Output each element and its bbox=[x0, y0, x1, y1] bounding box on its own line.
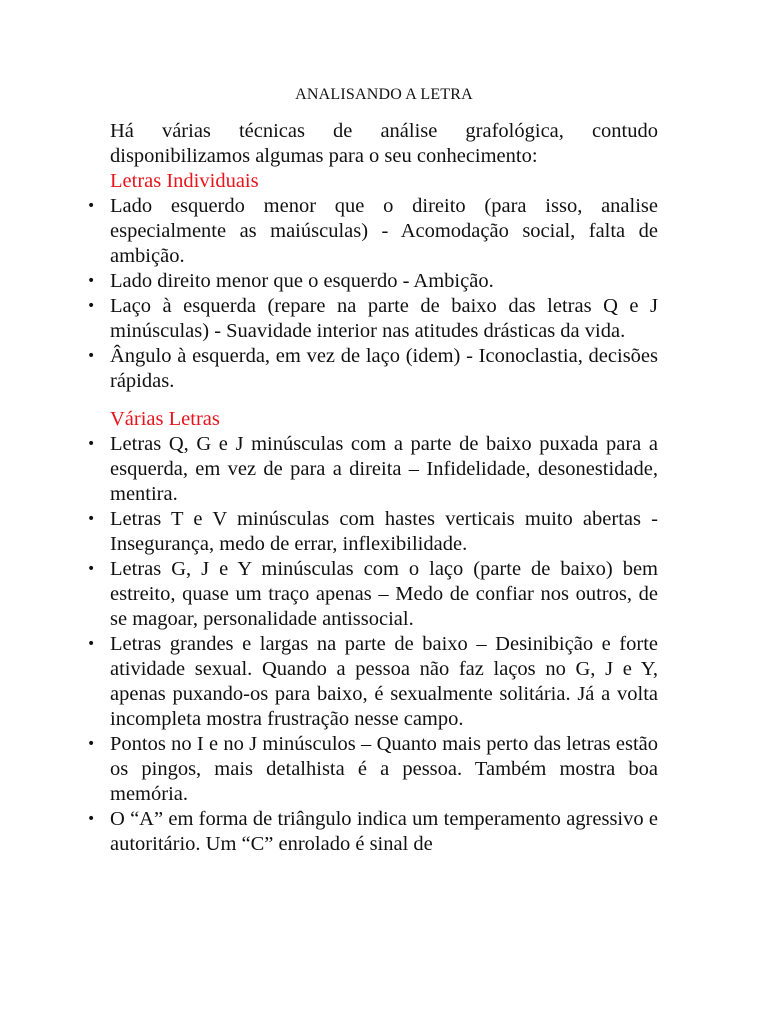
bullet-icon: • bbox=[87, 511, 96, 527]
list-item-text: Letras grandes e largas na parte de baixo – Desinibição e forte atividade sexual. Quando a pessoa não faz laços no G, J e Y, apenas puxando-os para baixo, é sexualmente solitária. Já a volta incompleta mostra frustração nesse campo. bbox=[110, 633, 658, 730]
bullet-icon: • bbox=[87, 273, 96, 289]
list-item bbox=[87, 344, 658, 394]
list-item bbox=[87, 269, 658, 294]
section-heading-letras-individuais: Letras Individuais bbox=[110, 170, 259, 192]
list-item bbox=[87, 807, 658, 857]
list-item bbox=[87, 507, 658, 557]
list-item-text: Letras Q, G e J minúsculas com a parte de baixo puxada para a esquerda, em vez de para a direita – Infidelidade, desonestidade, mentira. bbox=[110, 433, 658, 505]
list-item-text: Lado direito menor que o esquerdo - Ambição. bbox=[110, 270, 494, 292]
list-item-text: O “A” em forma de triângulo indica um temperamento agressivo e autoritário. Um “C” enrolado é sinal de bbox=[110, 808, 658, 855]
list-item-text: Letras G, J e Y minúsculas com o laço (parte de baixo) bem estreito, quase um traço apenas – Medo de confiar nos outros, de se magoar, personalidade antissocial. bbox=[110, 558, 658, 630]
list-item bbox=[87, 557, 658, 632]
list-item bbox=[87, 194, 658, 269]
document-body bbox=[87, 119, 658, 857]
list-item-text: Letras T e V minúsculas com hastes verticais muito abertas - Insegurança, medo de errar, inflexibilidade. bbox=[110, 508, 658, 555]
bullet-icon: • bbox=[87, 811, 96, 827]
list-item bbox=[87, 294, 658, 344]
bullet-icon: • bbox=[87, 636, 96, 652]
intro-paragraph: Há várias técnicas de análise grafológica, contudo disponibilizamos algumas para o seu conhecimento: bbox=[110, 120, 658, 167]
bullet-icon: • bbox=[87, 298, 96, 314]
list-item bbox=[87, 732, 658, 807]
list-item-text: Ângulo à esquerda, em vez de laço (idem) - Iconoclastia, decisões rápidas. bbox=[110, 345, 658, 392]
bullet-icon: • bbox=[87, 436, 96, 452]
list-item bbox=[87, 432, 658, 507]
bullet-icon: • bbox=[87, 348, 96, 364]
section-heading-varias-letras: Várias Letras bbox=[110, 408, 220, 430]
list-item-text: Laço à esquerda (repare na parte de baixo das letras Q e J minúsculas) - Suavidade interior nas atitudes drásticas da vida. bbox=[110, 295, 658, 342]
page-title: ANALISANDO A LETRA bbox=[295, 86, 473, 103]
list-item-text: Lado esquerdo menor que o direito (para isso, analise especialmente as maiúsculas) - Acomodação social, falta de ambição. bbox=[110, 195, 658, 267]
bullet-list-letras-individuais bbox=[87, 194, 658, 394]
bullet-list-varias-letras bbox=[87, 432, 658, 857]
bullet-icon: • bbox=[87, 736, 96, 752]
list-item-text: Pontos no I e no J minúsculos – Quanto mais perto das letras estão os pingos, mais detalhista é a pessoa. Também mostra boa memória. bbox=[110, 733, 658, 805]
bullet-icon: • bbox=[87, 198, 96, 214]
bullet-icon: • bbox=[87, 561, 96, 577]
list-item bbox=[87, 632, 658, 732]
